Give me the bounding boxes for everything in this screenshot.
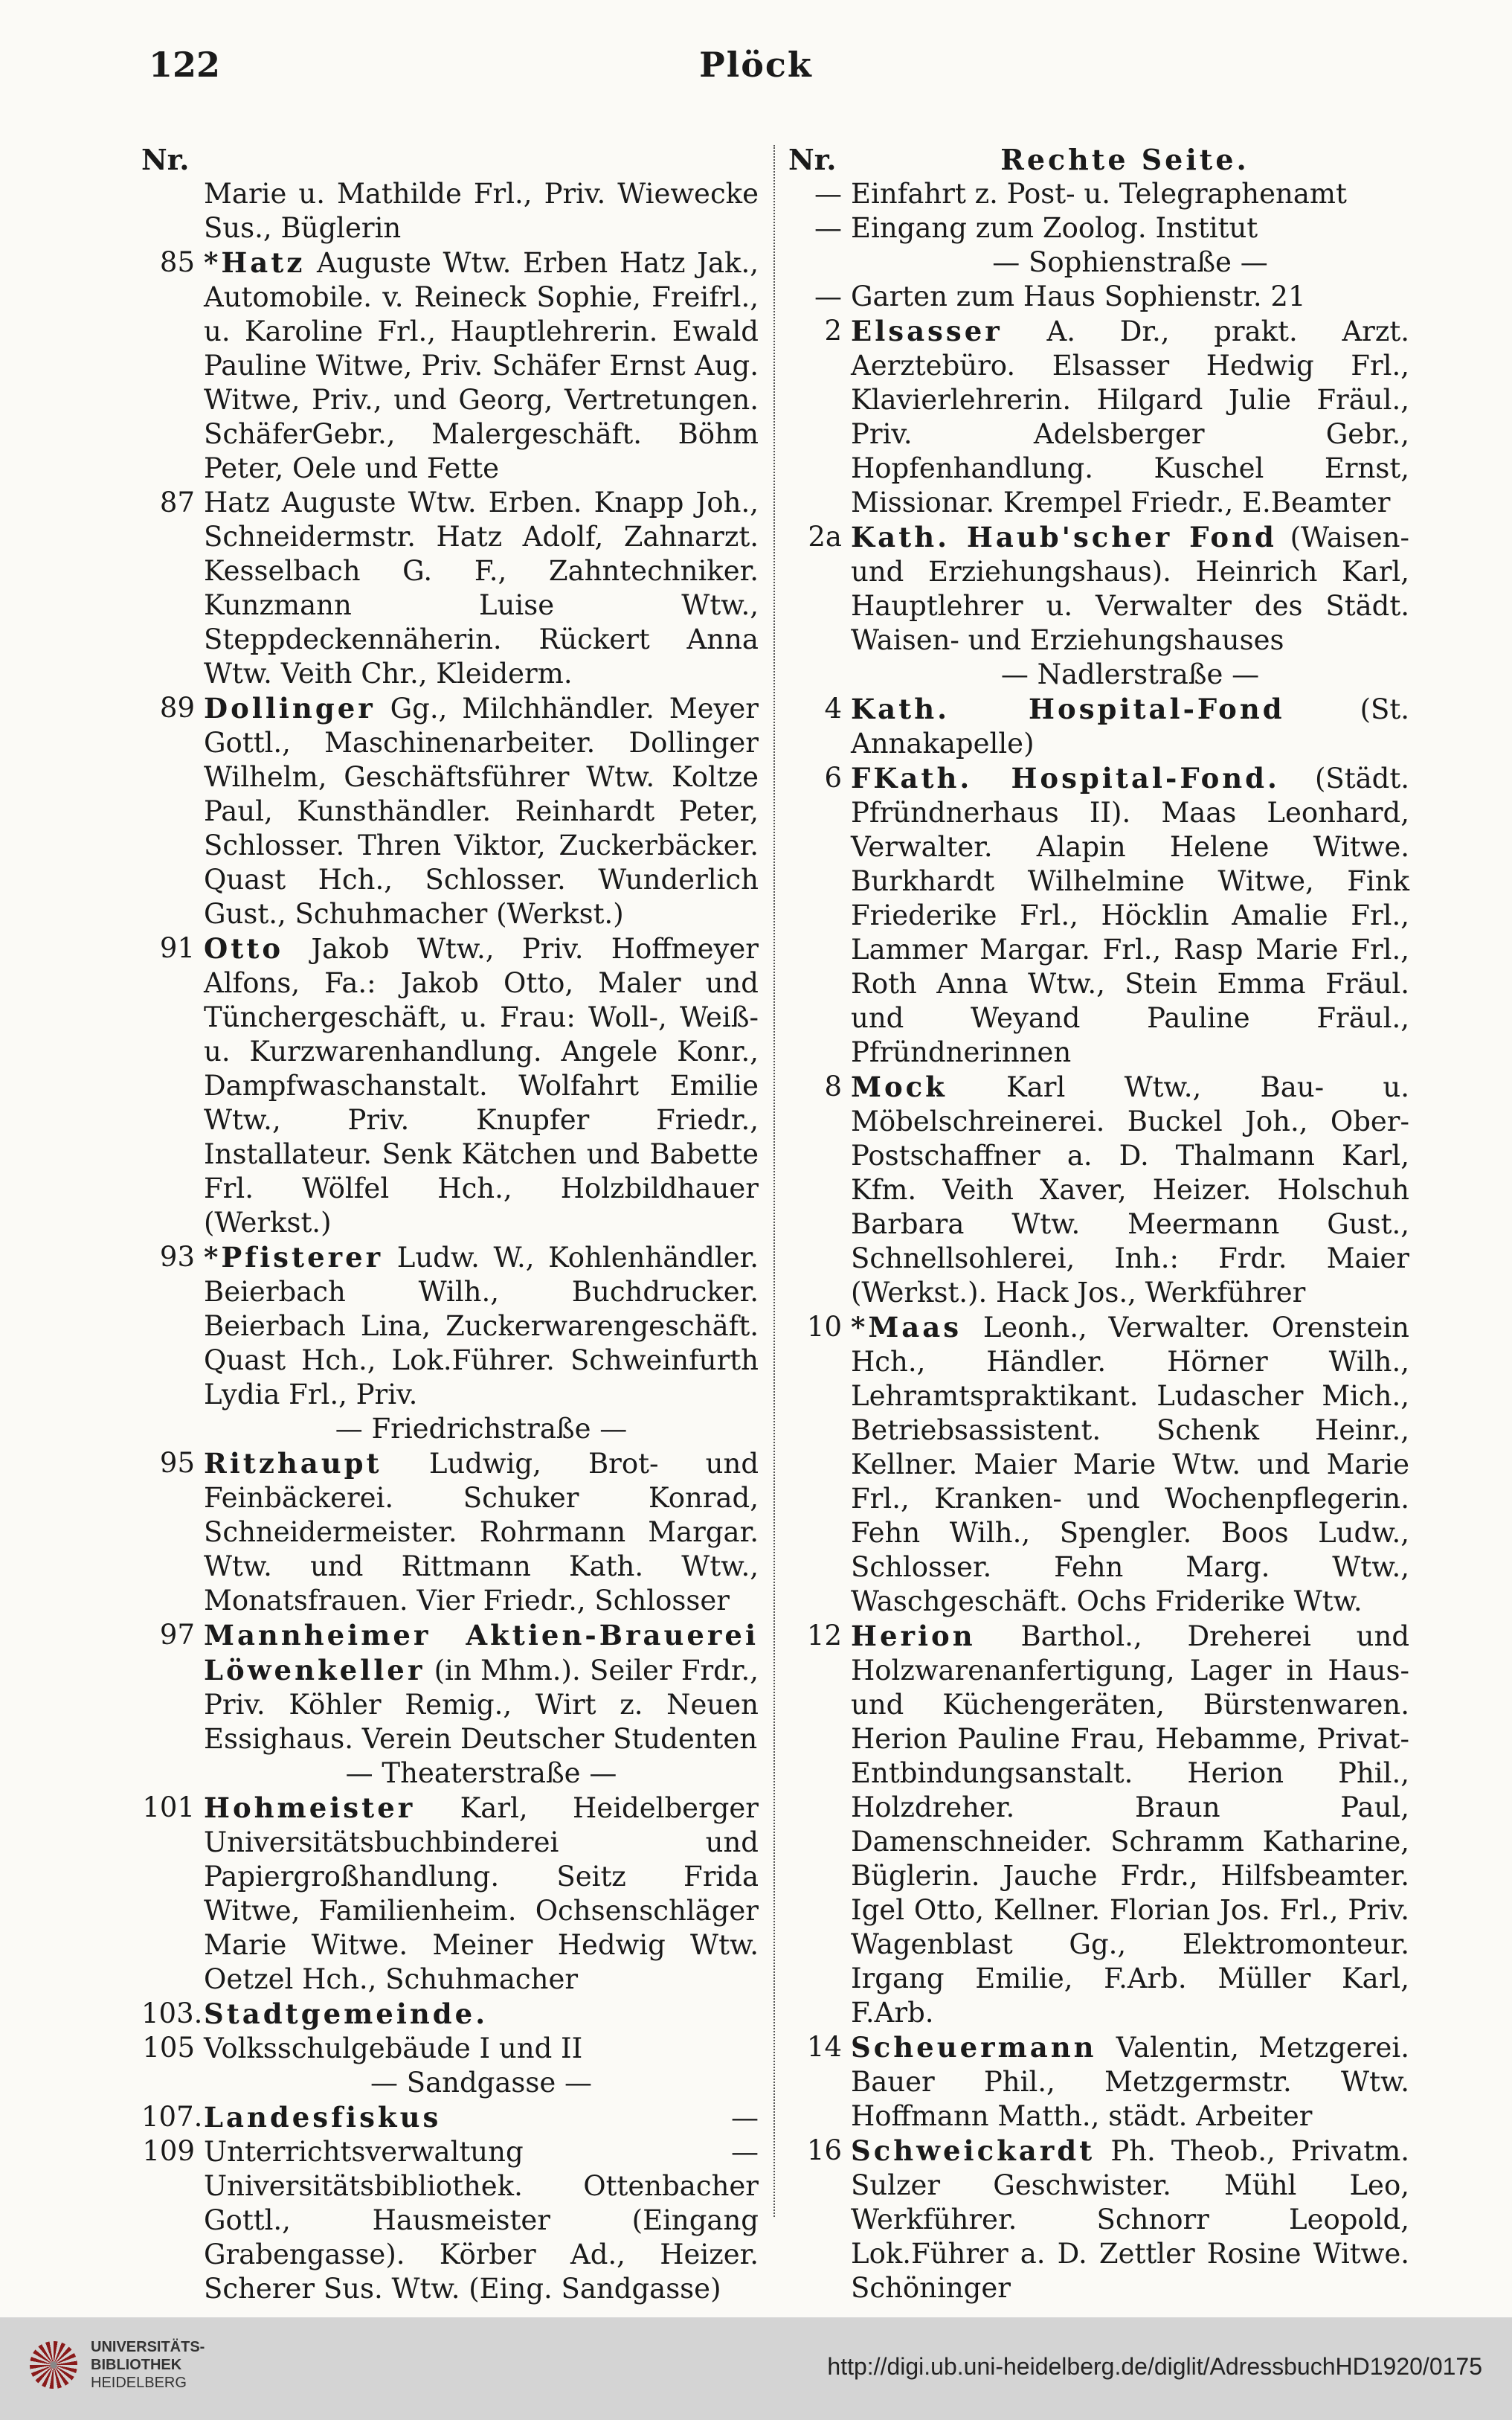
address-entry (141, 1791, 759, 1997)
owner-name: Otto (204, 932, 284, 965)
resident-details: Garten zum Haus Sophienstr. 21 (851, 280, 1306, 312)
resident-details: Ludw. W., Kohlenhändler. Beierbach Wilh., Buchdrucker. Beierbach Lina, Zuckerwarengeschäft. Quast Hch., Lok.Führer. Schweinfurth Lydia Frl., Priv. (204, 1242, 759, 1410)
owner-name: Kath. Hospital-Fond (851, 693, 1285, 725)
owner-name: *Maas (851, 1311, 962, 1344)
library-name-line: UNIVERSITÄTS- (91, 2339, 205, 2355)
house-number: 87 (159, 487, 195, 519)
house-number: — (814, 178, 842, 210)
resident-list (204, 1791, 759, 1997)
resident-list (204, 1446, 759, 1618)
resident-details: Ludwig, Brot- und Feinbäckerei. Schuker Konrad, Schneidermeister. Rohrmann Margar. Wtw. und Rittmann Kath. Wtw., Monatsfrauen. Vier Friedr., Schlosser (204, 1448, 759, 1617)
resident-details: (St. Annakapelle) (851, 693, 1409, 760)
street-heading: — Sandgasse — (370, 2067, 593, 2099)
address-entry (788, 1310, 1409, 1619)
house-number: 103. 105 (141, 1997, 203, 2064)
resident-details: Volksschulgebäude I und II (204, 2032, 583, 2064)
house-number: 93 (159, 1241, 195, 1273)
resident-list (204, 486, 759, 691)
owner-name: Herion (851, 1620, 976, 1652)
address-entry (141, 691, 759, 931)
address-entry (788, 280, 1409, 314)
resident-list (204, 1240, 759, 1412)
resident-details: Marie u. Mathilde Frl., Priv. Wiewecke Sus., Büglerin (204, 178, 759, 244)
owner-name: Mock (851, 1071, 948, 1103)
house-number: 16 (806, 2134, 842, 2166)
left-column-header (141, 143, 759, 177)
column-label: Nr. (788, 143, 837, 176)
library-name (91, 2338, 205, 2392)
owner-name: Ritzhaupt (204, 1447, 382, 1480)
house-number: 2a (808, 521, 842, 553)
house-number: 12 (806, 1620, 842, 1652)
owner-name: Kath. Haub'scher Fond (851, 521, 1277, 553)
column-divider (773, 145, 775, 2217)
resident-details: (in Mhm.). Seiler Frdr., Priv. Köhler Remig., Wirt z. Neuen Essighaus. Verein Deutscher Studenten (204, 1654, 759, 1755)
house-number: — (814, 212, 842, 244)
library-name-line: BIBLIOTHEK (91, 2357, 182, 2373)
column-label: Nr. (141, 143, 190, 176)
owner-name: Stadtgemeinde. (204, 1997, 489, 2030)
address-entry (788, 1619, 1409, 2030)
resident-list (204, 691, 759, 931)
street-heading: — Sophienstraße — (992, 246, 1268, 278)
resident-list (204, 1997, 759, 2066)
page-title: Plöck (699, 45, 813, 85)
owner-name: FKath. Hospital-Fond. (851, 762, 1280, 795)
address-entry (788, 520, 1409, 658)
address-entry (788, 761, 1409, 1070)
resident-list (204, 1618, 759, 1756)
resident-details: (Waisen- und Erziehungshaus). Heinrich Karl, Hauptlehrer u. Verwalter des Städt. Waisen- und Erziehungshauses (851, 521, 1409, 656)
owner-name: Dollinger (204, 692, 376, 725)
house-number: 14 (806, 2031, 842, 2063)
resident-list (204, 245, 759, 486)
resident-list (851, 280, 1409, 314)
page-number: 122 (149, 45, 221, 85)
footer-bar (0, 2317, 1512, 2420)
resident-details: Karl Wtw., Bau- u. Möbelschreinerei. Buckel Joh., Ober-Postschaffner a. D. Thalmann Karl, Kfm. Veith Xaver, Heizer. Holschuh Barbara Wtw. Meermann Gust., Schnellsohlerei, Inh.: Frdr. Maier (Werkst.). Hack Jos., Werkführer (851, 1071, 1409, 1309)
resident-list (204, 177, 759, 245)
house-number: 2 (824, 315, 842, 347)
house-number (141, 177, 204, 245)
page-header (0, 45, 1512, 104)
resident-list (204, 931, 759, 1240)
resident-list (851, 761, 1409, 1070)
side-title: Rechte Seite. (1000, 143, 1249, 176)
owner-name: *Hatz (204, 246, 306, 279)
address-entry (788, 2134, 1409, 2305)
address-entry (141, 1446, 759, 1618)
house-number: 8 (824, 1071, 842, 1103)
resident-details: Karl, Heidelberger Universitätsbuchbinderei und Papiergroßhandlung. Seitz Frida Witwe, Familienheim. Ochsenschläger Marie Witwe. Meiner Hedwig Wtw. Oetzel Hch., Schuhmacher (204, 1792, 759, 1995)
resident-list (851, 314, 1409, 520)
address-entry (141, 486, 759, 691)
resident-details: A. Dr., prakt. Arzt. Aerztebüro. Elsasser Hedwig Frl., Klavierlehrerin. Hilgard Julie Fräul., Priv. Adelsberger Gebr., Hopfenhandlung. Kuschel Ernst, Missionar. Krempel Friedr., E.Beamter (851, 315, 1409, 519)
address-entry (141, 177, 759, 245)
address-entry (141, 931, 759, 1240)
resident-list (851, 1070, 1409, 1310)
house-number: 85 (159, 246, 195, 278)
house-number: 95 (159, 1447, 195, 1479)
house-number: 91 (159, 932, 195, 964)
address-entry (788, 1070, 1409, 1310)
street-heading: — Friedrichstraße — (335, 1413, 628, 1445)
resident-details: Ph. Theob., Privatm. Sulzer Geschwister. Mühl Leo, Werkführer. Schnorr Leopold, Lok.Führer a. D. Zettler Rosine Witwe. Schöninger (851, 2135, 1409, 2304)
resident-details: Leonh., Verwalter. Orenstein Hch., Händler. Hörner Wilh., Lehramtspraktikant. Ludascher Mich., Betriebsassistent. Schenk Heinr., Kellner. Maier Marie Wtw. und Marie Frl., Kranken- und Wochenpflegerin. Fehn Wilh., Spengler. Boos Ludw., Schlosser. Fehn Marg. Wtw., Waschgeschäft. Ochs Friderike Wtw. (851, 1312, 1409, 1617)
address-entry (141, 1618, 759, 1756)
address-entry (788, 177, 1409, 211)
owner-name: Scheuermann (851, 2031, 1097, 2064)
owner-name: Hohmeister (204, 1791, 416, 1824)
address-entry (141, 1997, 759, 2066)
house-number: 107. 109 (141, 2101, 203, 2167)
resident-list (851, 2030, 1409, 2134)
library-logo (30, 2338, 205, 2392)
library-name-line: HEIDELBERG (91, 2375, 187, 2391)
resident-list (851, 520, 1409, 658)
house-number: 101 (142, 1791, 195, 1823)
resident-list (851, 692, 1409, 761)
library-seal-icon (30, 2341, 77, 2389)
resident-list (204, 2100, 759, 2306)
resident-list (851, 1310, 1409, 1619)
left-column (141, 143, 759, 2306)
house-number: 6 (824, 762, 842, 794)
resident-details: Einfahrt z. Post- u. Telegraphenamt (851, 178, 1347, 210)
address-entry (788, 692, 1409, 761)
house-number: 97 (159, 1619, 195, 1651)
resident-details: (Städt. Pfründnerhaus II). Maas Leonhard, Verwalter. Alapin Helene Witwe. Burkhardt Wilhelmine Witwe, Fink Friederike Frl., Höcklin Amalie Frl., Lammer Margar. Frl., Rasp Marie Frl., Roth Anna Wtw., Stein Emma Fräul. und Weyand Pauline Fräul., Pfründnerinnen (851, 763, 1409, 1068)
street-heading: — Theaterstraße — (345, 1757, 617, 1789)
address-entry (788, 2030, 1409, 2134)
resident-list (851, 1619, 1409, 2030)
resident-details: Barthol., Dreherei und Holzwarenanfertigung, Lager in Haus- und Küchengeräten, Bürstenwaren. Herion Pauline Frau, Hebamme, Privat-Entbindungsanstalt. Herion Phil., Holzdreher. Braun Paul, Damenschneider. Schramm Katharine, Büglerin. Jauche Frdr., Hilfsbeamter. Igel Otto, Kellner. Florian Jos. Frl., Priv. Wagenblast Gg., Elektromonteur. Irgang Emilie, F.Arb. Müller Karl, F.Arb. (851, 1620, 1410, 2029)
source-url[interactable]: http://digi.ub.uni-heidelberg.de/diglit/AdressbuchHD1920/0175 (827, 2353, 1482, 2380)
house-number: 10 (806, 1311, 842, 1343)
house-number: — (814, 280, 842, 312)
resident-details: Auguste Wtw. Erben Hatz Jak., Automobile. v. Reineck Sophie, Freifrl., u. Karoline Frl., Hauptlehrerin. Ewald Pauline Witwe, Priv. Schäfer Ernst Aug. Witwe, Priv., und Georg, Vertretungen. SchäferGebr., Malergeschäft. Böhm Peter, Oele und Fette (204, 247, 759, 484)
resident-details: Hatz Auguste Wtw. Erben. Knapp Joh., Schneidermstr. Hatz Adolf, Zahnarzt. Kesselbach G. F., Zahntechniker. Kunzmann Luise Wtw., Steppdeckennäherin. Rückert Anna Wtw. Veith Chr., Kleiderm. (204, 487, 759, 690)
address-entry (788, 211, 1409, 245)
address-entry (788, 314, 1409, 520)
address-entry (141, 1240, 759, 1412)
resident-details: Gg., Milchhändler. Meyer Gottl., Maschinenarbeiter. Dollinger Wilhelm, Geschäftsführer Wtw. Koltze Paul, Kunsthändler. Reinhardt Peter, Schlosser. Thren Viktor, Zuckerbäcker. Quast Hch., Schlosser. Wunderlich Gust., Schuhmacher (Werkst.) (204, 693, 759, 930)
address-entry (141, 245, 759, 486)
house-number: 89 (159, 692, 195, 724)
resident-details: — Unterrichtsverwaltung — Universitätsbibliothek. Ottenbacher Gottl., Hausmeister (Eingang Grabengasse). Körber Ad., Heizer. Scherer Sus. Wtw. (Eing. Sandgasse) (204, 2102, 759, 2305)
resident-list (851, 177, 1409, 211)
resident-details: Jakob Wtw., Priv. Hoffmeyer Alfons, Fa.: Jakob Otto, Maler und Tünchergeschäft, u. Frau: Woll-, Weiß- u. Kurzwarenhandlung. Angele Konr., Dampfwaschanstalt. Wolfahrt Emilie Wtw., Priv. Knupfer Friedr., Installateur. Senk Kätchen und Babette Frl. Wölfel Hch., Holzbildhauer (Werkst.) (204, 933, 759, 1239)
resident-details: Eingang zum Zoolog. Institut (851, 212, 1258, 244)
street-heading: — Nadlerstraße — (1000, 658, 1260, 690)
address-entry (141, 2100, 759, 2306)
right-column (788, 143, 1409, 2305)
resident-list (851, 2134, 1409, 2305)
owner-name: Mannheimer Aktien-Brauerei Löwenkeller (204, 1619, 759, 1686)
owner-name: Elsasser (851, 315, 1003, 347)
owner-name: Landesfiskus (204, 2101, 442, 2134)
owner-name: *Pfisterer (204, 1241, 384, 1274)
house-number: 4 (824, 693, 842, 725)
owner-name: Schweickardt (851, 2134, 1096, 2167)
right-column-header (788, 143, 1409, 177)
resident-list (851, 211, 1409, 245)
resident-details: Valentin, Metzgerei. Bauer Phil., Metzgermstr. Wtw. Hoffmann Matth., städt. Arbeiter (851, 2032, 1410, 2132)
